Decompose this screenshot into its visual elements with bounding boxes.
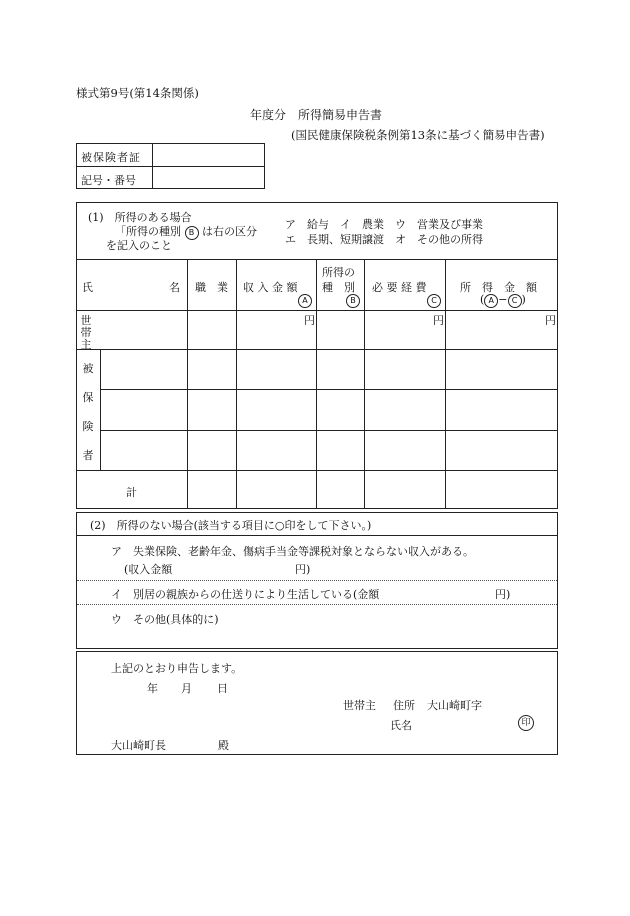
income-codes-row2: エ 長期、短期譲渡 オ その他の所得 [285,233,483,246]
insured-cert-label: 被保険者証 [81,151,141,164]
col-expenses: 必 要 経 費 [372,281,427,294]
date-year-label: 年 [147,682,158,695]
section1-note-line2: を記入のこと [106,239,172,252]
option-u-line: ウ その他(具体的に) [111,613,219,626]
insured-cert-field[interactable] [158,149,258,163]
form-number: 様式第9号(第14条関係) [76,86,199,100]
net-formula: ( A − C ) [480,293,526,306]
option-a-line1: ア 失業保険、老齢年金、傷病手当金等課税対象とならない収入がある。 [111,545,474,558]
insured-char: 者 [82,449,94,462]
mark-a-icon: A [298,294,312,308]
option-a-amount-label: (収入金額 [124,563,173,576]
mark-a-icon: A [484,294,498,308]
col-name-right: 名 [169,281,180,294]
yen-unit-income: 円 [304,314,315,327]
addressee: 大山崎町長 [111,739,166,752]
seal-mark-icon: 印 [518,715,534,731]
address-label: 住所 [393,699,415,712]
date-day-label: 日 [217,682,228,695]
hoh-char: 帯 [80,326,92,339]
col-occupation: 職 業 [195,281,228,294]
mark-c-icon: C [508,294,522,308]
yen-unit-net: 円 [545,314,556,327]
col-net-income: 所 得 金 額 [460,281,537,294]
mark-b-icon: B [346,294,360,308]
circle-b-mark: B [185,226,199,240]
hoh-char: 主 [80,338,92,351]
yen-unit-expenses: 円 [433,314,444,327]
col-name-left: 氏 [82,281,93,294]
section2-heading: (2) 所得のない場合(該当する項目に○印をして下さい。) [90,519,372,532]
address-value: 大山崎町字 [427,699,482,712]
insured-char: 険 [82,420,94,433]
insured-char: 保 [82,391,94,404]
hoh-char: 世 [80,314,92,327]
option-i-line: イ 別居の親族からの仕送りにより生活している(金額 [111,588,380,601]
form-title: 年度分 所得簡易申告書 [250,108,383,122]
cert-number-field[interactable] [158,172,258,186]
option-a-amount-unit: 円) [295,563,311,576]
cert-number-label: 記号・番号 [81,174,136,187]
income-codes-row1: ア 給与 イ 農業 ウ 営業及び事業 [285,218,483,231]
option-i-unit: 円) [495,588,511,601]
mark-c-icon: C [427,294,441,308]
name-label: 氏名 [390,719,412,732]
col-type-line2: 種 別 [322,281,355,294]
total-label: 計 [126,486,137,499]
household-head-label: 世帯主 [343,699,376,712]
declaration-statement: 上記のとおり申告します。 [111,662,243,675]
section1-note: 「所得の種別 B は右の区分 [115,225,257,238]
honorific: 殿 [218,739,229,752]
form-subtitle: (国民健康保険税条例第13条に基づく簡易申告書) [291,128,545,142]
col-type-line1: 所得の [322,266,355,279]
date-month-label: 月 [181,682,192,695]
col-income: 収 入 金 額 [243,281,298,294]
section1-heading: (1) 所得のある場合 [88,211,192,224]
insured-char: 被 [82,362,94,375]
